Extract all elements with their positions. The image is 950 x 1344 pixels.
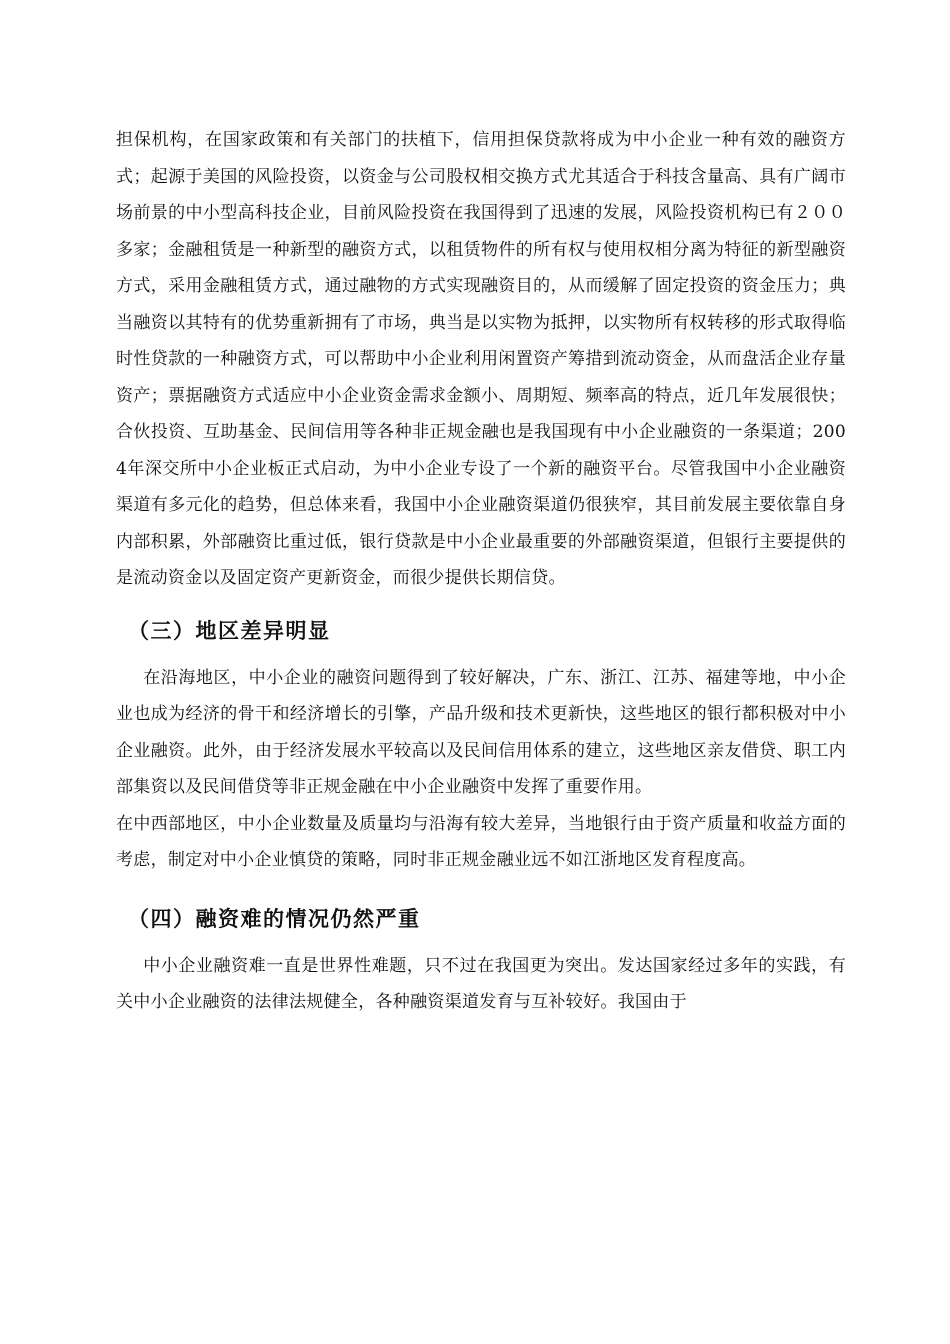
section-heading-regional-differences: （三）地区差异明显 <box>128 618 331 643</box>
section-heading-financing-difficulty: （四）融资难的情况仍然严重 <box>128 906 421 931</box>
paragraph-coastal-regions: 在沿海地区，中小企业的融资问题得到了较好解决，广东、浙江、江苏、福建等地，中小企业也成为经济的骨干和经济增长的引擎，产品升级和技术更新快，这些地区的银行都积极对中小企业融资。此外，由于经济发展水平较高以及民间信用体系的建立，这些地区亲友借贷、职工内部集资以及民间借贷等非正规金融在中小企业融资中发挥了重要作用。 <box>116 667 846 797</box>
paragraph-financing-difficulty: 中小企业融资难一直是世界性难题，只不过在我国更为突出。发达国家经过多年的实践，有关中小企业融资的法律法规健全，各种融资渠道发育与互补较好。我国由于 <box>116 955 846 1012</box>
paragraph-financing-channels: 担保机构，在国家政策和有关部门的扶植下，信用担保贷款将成为中小企业一种有效的融资方式；起源于美国的风险投资，以资金与公司股权相交换方式尤其适合于科技含量高、具有广阔市场前景的中小型高科技企业，目前风险投资在我国得到了迅速的发展，风险投资机构已有２００多家；金融租赁是一种新型的融资方式，以租赁物件的所有权与使用权相分离为特征的新型融资方式，采用金融租赁方式，通过融物的方式实现融资目的，从而缓解了固定投资的资金压力；典当融资以其特有的优势重新拥有了市场，典当是以实物为抵押，以实物所有权转移的形式取得临时性贷款的一种融资方式，可以帮助中小企业利用闲置资产筹措到流动资金，从而盘活企业存量资产；票据融资方式适应中小企业资金需求金额小、周期短、频率高的特点，近几年发展很快；合伙投资、互助基金、民间信用等各种非正规金融也是我国现有中小企业融资的一条渠道；2004年深交所中小企业板正式启动，为中小企业专设了一个新的融资平台。尽管我国中小企业融资渠道有多元化的趋势，但总体来看，我国中小企业融资渠道仍很狭窄，其目前发展主要依靠自身内部积累，外部融资比重过低，银行贷款是中小企业最重要的外部融资渠道，但银行主要提供的是流动资金以及固定资产更新资金，而很少提供长期信贷。 <box>116 130 846 588</box>
paragraph-central-western-regions: 在中西部地区，中小企业数量及质量均与沿海有较大差异，当地银行由于资产质量和收益方面的考虑，制定对中小企业慎贷的策略，同时非正规金融业远不如江浙地区发育程度高。 <box>116 813 846 870</box>
document-body <box>116 122 846 1021</box>
